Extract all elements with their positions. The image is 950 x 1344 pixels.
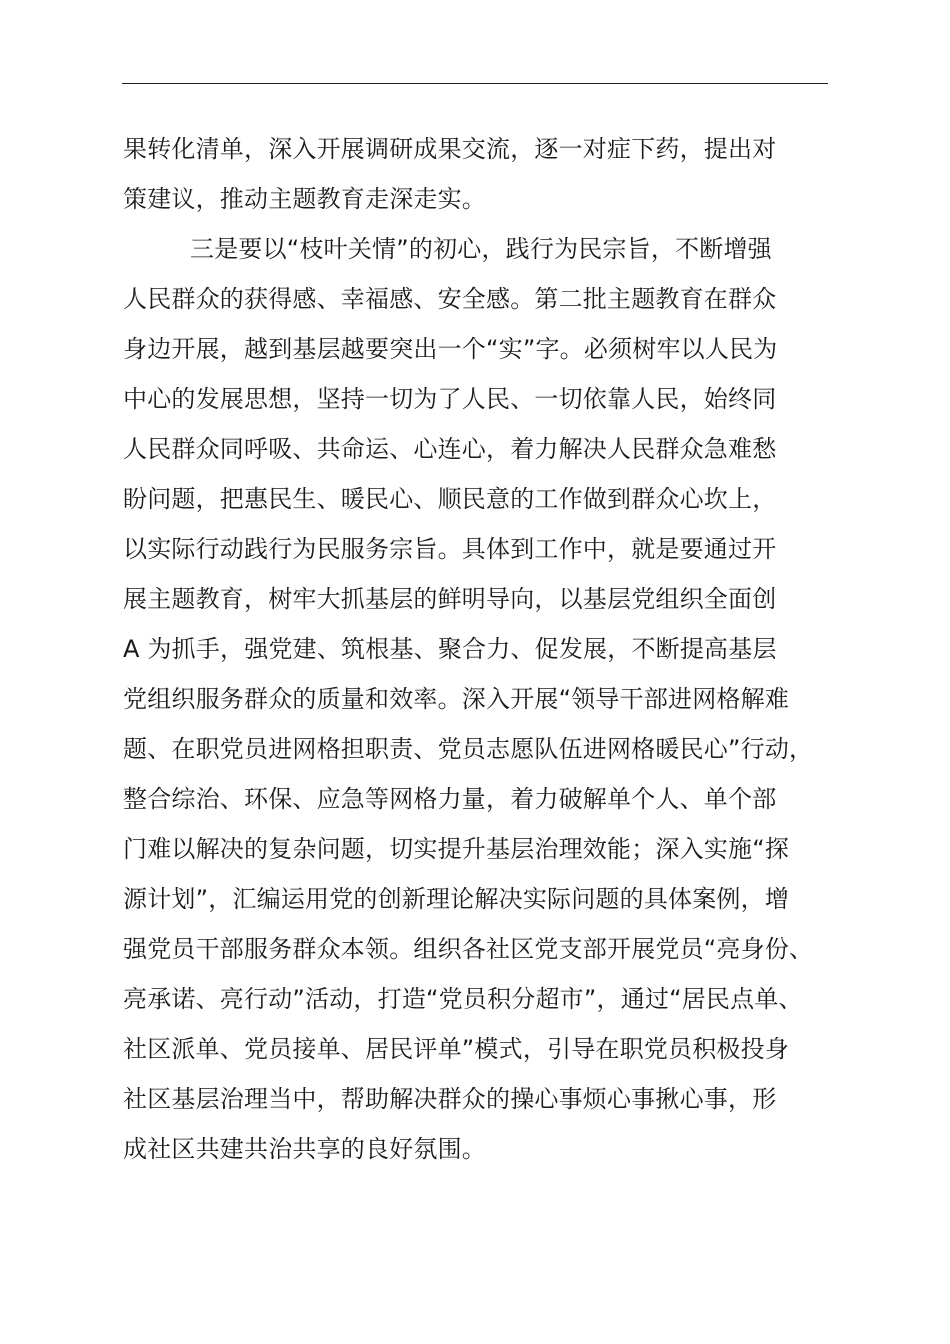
text-line: 果转化清单，深入开展调研成果交流，逐一对症下药，提出对: [123, 135, 777, 163]
text-line: 身边开展，越到基层越要突出一个“实”字。必须树牢以人民为: [123, 335, 778, 363]
text-line: A 为抓手，强党建、筑根基、聚合力、促发展，不断提高基层: [123, 635, 777, 663]
text-line: 强党员干部服务群众本领。组织各社区党支部开展党员“亮身份、: [123, 935, 814, 963]
text-line: 人民群众的获得感、幸福感、安全感。第二批主题教育在群众: [123, 285, 777, 313]
text-line: 成社区共建共治共享的良好氛围。: [123, 1135, 486, 1163]
text-line: 党组织服务群众的质量和效率。深入开展“领导干部进网格解难: [123, 685, 790, 713]
text-line: 源计划”，汇编运用党的创新理论解决实际问题的具体案例，增: [123, 885, 790, 913]
paragraph-start-line: 三是要以“枝叶关情”的初心，践行为民宗旨，不断增强: [190, 235, 772, 263]
text-line: 中心的发展思想，坚持一切为了人民、一切依靠人民，始终同: [123, 385, 777, 413]
text-line: 整合综治、环保、应急等网格力量，着力破解单个人、单个部: [123, 785, 777, 813]
text-line: 门难以解决的复杂问题，切实提升基层治理效能；深入实施“探: [123, 835, 790, 863]
text-line: 社区派单、党员接单、居民评单”模式，引导在职党员积极投身: [123, 1035, 790, 1063]
text-line: 人民群众同呼吸、共命运、心连心，着力解决人民群众急难愁: [123, 435, 777, 463]
text-line: 策建议，推动主题教育走深走实。: [123, 185, 486, 213]
text-line: 题、在职党员进网格担职责、党员志愿队伍进网格暖民心”行动，: [123, 735, 814, 763]
text-line: 以实际行动践行为民服务宗旨。具体到工作中，就是要通过开: [123, 535, 777, 563]
text-line: 亮承诺、亮行动”活动，打造“党员积分超市”，通过“居民点单、: [123, 985, 803, 1013]
body-text: [123, 124, 863, 1174]
text-line: 社区基层治理当中，帮助解决群众的操心事烦心事揪心事，形: [123, 1085, 777, 1113]
text-line: 盼问题，把惠民生、暖民心、顺民意的工作做到群众心坎上，: [123, 485, 777, 513]
header-rule: [122, 83, 828, 84]
text-line: 展主题教育，树牢大抓基层的鲜明导向，以基层党组织全面创: [123, 585, 777, 613]
